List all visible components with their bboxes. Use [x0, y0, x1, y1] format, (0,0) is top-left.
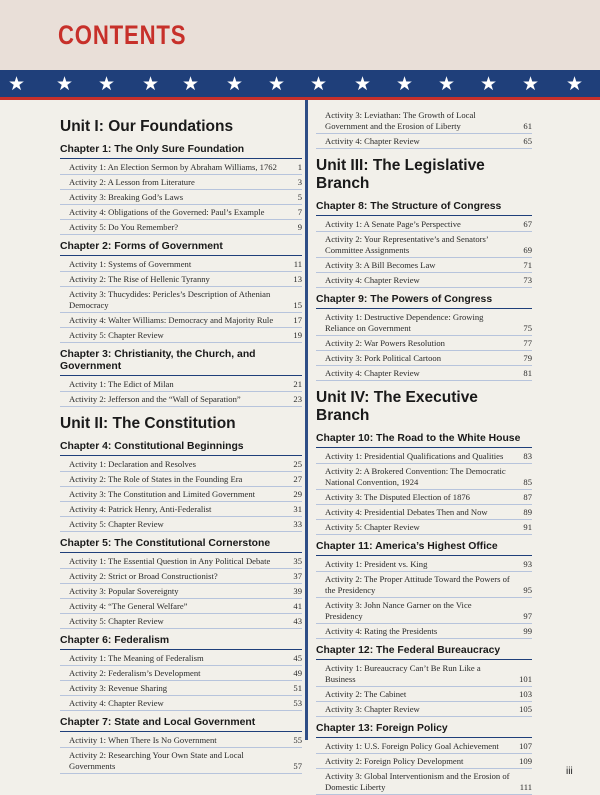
- activity-title: Activity 5: Chapter Review: [69, 616, 164, 626]
- activity-row: [60, 681, 302, 696]
- activity-page: 77: [523, 338, 532, 348]
- chapter-heading: Chapter 8: The Structure of Congress: [316, 201, 502, 212]
- activity-page: 81: [523, 368, 532, 378]
- activity-title: Activity 3: John Nance Garner on the Vice Presidency: [325, 600, 472, 621]
- activity-row: [60, 696, 302, 711]
- activity-row: [316, 336, 532, 351]
- activity-page: 45: [293, 653, 302, 663]
- activity-page: 53: [293, 698, 302, 708]
- activity-title: Activity 4: Presidential Debates Then and Now: [325, 507, 488, 517]
- activity-title: Activity 1: When There Is No Government: [69, 735, 217, 745]
- activity-row: [60, 502, 302, 517]
- activity-title: Activity 4: Rating the Presidents: [325, 626, 438, 636]
- star-icon: ★: [566, 73, 584, 95]
- star-icon: ★: [98, 73, 116, 95]
- activity-page: 95: [523, 585, 532, 595]
- activity-page: 89: [523, 507, 532, 517]
- chapter-rule: [316, 737, 532, 738]
- chapter-rule: [60, 649, 302, 650]
- activity-page: 105: [519, 704, 532, 714]
- chapter-rule: [316, 215, 532, 216]
- chapter-heading: Chapter 4: Constitutional Beginnings: [60, 441, 244, 452]
- activity-row: [60, 472, 302, 487]
- activity-title: Activity 3: Pork Political Cartoon: [325, 353, 442, 363]
- star-icon: ★: [142, 73, 160, 95]
- unit-heading: Unit I: Our Foundations: [60, 118, 234, 135]
- activity-title: Activity 2: Federalism’s Development: [69, 668, 201, 678]
- activity-title: Activity 2: Strict or Broad Constructionist?: [69, 571, 218, 581]
- activity-page: 101: [519, 674, 532, 684]
- activity-title: Activity 3: The Disputed Election of 1876: [325, 492, 470, 502]
- activity-page: 65: [523, 136, 532, 146]
- chapter-rule: [60, 731, 302, 732]
- activity-title: Activity 3: Thucydides: Pericles’s Description of Athenian Democracy: [69, 289, 271, 310]
- activity-row: [316, 739, 532, 754]
- activity-row: [60, 205, 302, 220]
- activity-row: [316, 351, 532, 366]
- activity-page: 85: [523, 477, 532, 487]
- activity-row: [316, 449, 532, 464]
- activity-row: [316, 273, 532, 288]
- star-icon: ★: [182, 73, 200, 95]
- activity-page: 35: [293, 556, 302, 566]
- activity-row: [60, 257, 302, 272]
- activity-row: [316, 258, 532, 273]
- unit-heading: Unit IV: The Executive Branch: [316, 389, 478, 424]
- activity-page: 25: [293, 459, 302, 469]
- activity-page: 21: [293, 379, 302, 389]
- activity-page: 9: [297, 222, 302, 232]
- activity-title: Activity 5: Chapter Review: [69, 330, 164, 340]
- activity-title: Activity 2: War Powers Resolution: [325, 338, 445, 348]
- activity-title: Activity 5: Do You Remember?: [69, 222, 179, 232]
- activity-title: Activity 3: A Bill Becomes Law: [325, 260, 436, 270]
- activity-title: Activity 3: Global Interventionism and the Erosion of Domestic Liberty: [325, 771, 510, 792]
- activity-page: 1: [297, 162, 302, 172]
- activity-page: 19: [293, 330, 302, 340]
- activity-row: [316, 366, 532, 381]
- activity-page: 79: [523, 353, 532, 363]
- activity-page: 39: [293, 586, 302, 596]
- activity-title: Activity 4: Chapter Review: [325, 136, 420, 146]
- activity-row: [60, 190, 302, 205]
- activity-row: [316, 557, 532, 572]
- activity-row: [60, 377, 302, 392]
- activity-page: 51: [293, 683, 302, 693]
- star-icon: ★: [8, 73, 26, 95]
- activity-title: Activity 4: Chapter Review: [325, 275, 420, 285]
- activity-title: Activity 4: Chapter Review: [325, 368, 420, 378]
- activity-row: [60, 220, 302, 235]
- activity-page: 7: [297, 207, 302, 217]
- activity-page: 33: [293, 519, 302, 529]
- activity-page: 75: [523, 323, 532, 333]
- chapter-rule: [316, 447, 532, 448]
- contents-right-column: [316, 108, 532, 795]
- activity-title: Activity 3: Revenue Sharing: [69, 683, 168, 693]
- chapter-heading: Chapter 3: Christianity, the Church, and Government: [60, 349, 256, 372]
- activity-page: 93: [523, 559, 532, 569]
- activity-title: Activity 1: Bureaucracy Can’t Be Run Like a Business: [325, 663, 481, 684]
- activity-row: [316, 310, 532, 336]
- activity-title: Activity 2: A Brokered Convention: The Democratic National Convention, 1924: [325, 466, 506, 487]
- star-icon: ★: [522, 73, 540, 95]
- star-icon: ★: [354, 73, 372, 95]
- activity-row: [316, 661, 532, 687]
- activity-title: Activity 1: U.S. Foreign Policy Goal Achievement: [325, 741, 499, 751]
- activity-row: [60, 272, 302, 287]
- activity-title: Activity 2: The Proper Attitude Toward the Powers of the Presidency: [325, 574, 510, 595]
- chapter-heading: Chapter 10: The Road to the White House: [316, 433, 521, 444]
- activity-title: Activity 5: Chapter Review: [69, 519, 164, 529]
- activity-page: 87: [523, 492, 532, 502]
- activity-page: 61: [523, 121, 532, 131]
- activity-page: 55: [293, 735, 302, 745]
- activity-page: 11: [293, 259, 302, 269]
- star-icon: ★: [438, 73, 456, 95]
- activity-row: [316, 598, 532, 624]
- activity-title: Activity 2: A Lesson from Literature: [69, 177, 195, 187]
- activity-title: Activity 4: Obligations of the Governed: Paul’s Example: [69, 207, 265, 217]
- activity-page: 99: [523, 626, 532, 636]
- activity-row: [60, 599, 302, 614]
- chapter-heading: Chapter 12: The Federal Bureaucracy: [316, 645, 501, 656]
- activity-row: [316, 572, 532, 598]
- activity-title: Activity 1: The Essential Question in Any Political Debate: [69, 556, 271, 566]
- activity-page: 27: [293, 474, 302, 484]
- activity-title: Activity 2: Your Representative’s and Senators’ Committee Assignments: [325, 234, 489, 255]
- chapter-heading: Chapter 6: Federalism: [60, 635, 170, 646]
- activity-title: Activity 2: The Rise of Hellenic Tyranny: [69, 274, 210, 284]
- activity-title: Activity 1: An Election Sermon by Abraham Williams, 1762: [69, 162, 277, 172]
- activity-title: Activity 2: Foreign Policy Development: [325, 756, 464, 766]
- activity-row: [316, 232, 532, 258]
- activity-row: [60, 733, 302, 748]
- activity-row: [316, 490, 532, 505]
- star-icon: ★: [226, 73, 244, 95]
- activity-row: [316, 769, 532, 795]
- activity-page: 17: [293, 315, 302, 325]
- activity-title: Activity 1: Destructive Dependence: Growing Reliance on Government: [325, 312, 484, 333]
- star-icon: ★: [396, 73, 414, 95]
- page-number: iii: [566, 766, 573, 777]
- chapter-rule: [316, 555, 532, 556]
- activity-row: [60, 584, 302, 599]
- star-icon: ★: [480, 73, 498, 95]
- activity-row: [60, 651, 302, 666]
- activity-row: [316, 217, 532, 232]
- activity-row: [60, 160, 302, 175]
- chapter-heading: Chapter 5: The Constitutional Cornerstone: [60, 538, 271, 549]
- activity-title: Activity 3: Breaking God’s Laws: [69, 192, 184, 202]
- chapter-rule: [316, 659, 532, 660]
- activity-title: Activity 1: The Meaning of Federalism: [69, 653, 204, 663]
- chapter-heading: Chapter 13: Foreign Policy: [316, 723, 448, 734]
- activity-row: [60, 287, 302, 313]
- activity-title: Activity 1: Presidential Qualifications and Qualities: [325, 451, 504, 461]
- star-icon: ★: [268, 73, 286, 95]
- activity-page: 109: [519, 756, 532, 766]
- activity-title: Activity 3: The Constitution and Limited Government: [69, 489, 256, 499]
- activity-page: 15: [293, 300, 302, 310]
- activity-title: Activity 3: Popular Sovereignty: [69, 586, 179, 596]
- activity-row: [60, 517, 302, 532]
- activity-row: [60, 614, 302, 629]
- activity-title: Activity 2: The Role of States in the Founding Era: [69, 474, 243, 484]
- activity-title: Activity 4: “The General Welfare”: [69, 601, 188, 611]
- activity-page: 43: [293, 616, 302, 626]
- activity-page: 97: [523, 611, 532, 621]
- activity-row: [316, 687, 532, 702]
- activity-page: 31: [293, 504, 302, 514]
- star-icon: ★: [56, 73, 74, 95]
- activity-row: [60, 392, 302, 407]
- activity-row: [316, 134, 532, 149]
- chapter-heading: Chapter 11: America’s Highest Office: [316, 541, 498, 552]
- chapter-rule: [60, 375, 302, 376]
- activity-page: 49: [293, 668, 302, 678]
- activity-title: Activity 2: Researching Your Own State and Local Governments: [69, 750, 244, 771]
- activity-page: 111: [519, 782, 532, 792]
- chapter-rule: [60, 552, 302, 553]
- activity-page: 37: [293, 571, 302, 581]
- activity-row: [60, 666, 302, 681]
- activity-title: Activity 3: Leviathan: The Growth of Local Government and the Erosion of Liberty: [325, 110, 476, 131]
- activity-title: Activity 1: The Edict of Milan: [69, 379, 174, 389]
- column-divider: [305, 100, 308, 740]
- activity-title: Activity 4: Walter Williams: Democracy and Majority Rule: [69, 315, 274, 325]
- activity-page: 13: [293, 274, 302, 284]
- activity-row: [60, 487, 302, 502]
- activity-title: Activity 3: Chapter Review: [325, 704, 420, 714]
- activity-page: 73: [523, 275, 532, 285]
- activity-title: Activity 1: Systems of Government: [69, 259, 192, 269]
- activity-page: 83: [523, 451, 532, 461]
- activity-page: 69: [523, 245, 532, 255]
- activity-title: Activity 1: President vs. King: [325, 559, 428, 569]
- activity-title: Activity 5: Chapter Review: [325, 522, 420, 532]
- activity-title: Activity 2: Jefferson and the “Wall of Separation”: [69, 394, 241, 404]
- activity-page: 23: [293, 394, 302, 404]
- chapter-heading: Chapter 7: State and Local Government: [60, 717, 256, 728]
- chapter-rule: [60, 255, 302, 256]
- chapter-rule: [60, 158, 302, 159]
- activity-page: 91: [523, 522, 532, 532]
- chapter-heading: Chapter 1: The Only Sure Foundation: [60, 144, 245, 155]
- activity-row: [316, 624, 532, 639]
- activity-page: 29: [293, 489, 302, 499]
- activity-page: 3: [297, 177, 302, 187]
- activity-title: Activity 1: Declaration and Resolves: [69, 459, 196, 469]
- chapter-heading: Chapter 2: Forms of Government: [60, 241, 223, 252]
- activity-page: 41: [293, 601, 302, 611]
- activity-page: 57: [293, 761, 302, 771]
- activity-title: Activity 2: The Cabinet: [325, 689, 407, 699]
- activity-page: 103: [519, 689, 532, 699]
- activity-row: [60, 554, 302, 569]
- stars-banner: [0, 70, 600, 100]
- activity-row: [60, 175, 302, 190]
- activity-row: [60, 457, 302, 472]
- activity-row: [316, 108, 532, 134]
- chapter-rule: [316, 308, 532, 309]
- star-icon: ★: [310, 73, 328, 95]
- page-title: CONTENTS: [58, 20, 187, 50]
- activity-page: 107: [519, 741, 532, 751]
- chapter-rule: [60, 455, 302, 456]
- activity-row: [60, 313, 302, 328]
- contents-left-column: [60, 100, 302, 774]
- activity-page: 67: [523, 219, 532, 229]
- activity-page: 71: [523, 260, 532, 270]
- activity-page: 5: [297, 192, 302, 202]
- activity-row: [316, 464, 532, 490]
- activity-row: [316, 702, 532, 717]
- chapter-heading: Chapter 9: The Powers of Congress: [316, 294, 493, 305]
- activity-row: [316, 505, 532, 520]
- activity-title: Activity 4: Chapter Review: [69, 698, 164, 708]
- activity-row: [60, 748, 302, 774]
- activity-row: [60, 328, 302, 343]
- activity-title: Activity 4: Patrick Henry, Anti-Federalist: [69, 504, 212, 514]
- activity-row: [60, 569, 302, 584]
- activity-title: Activity 1: A Senate Page’s Perspective: [325, 219, 461, 229]
- activity-row: [316, 754, 532, 769]
- unit-heading: Unit II: The Constitution: [60, 415, 236, 432]
- activity-row: [316, 520, 532, 535]
- unit-heading: Unit III: The Legislative Branch: [316, 157, 485, 192]
